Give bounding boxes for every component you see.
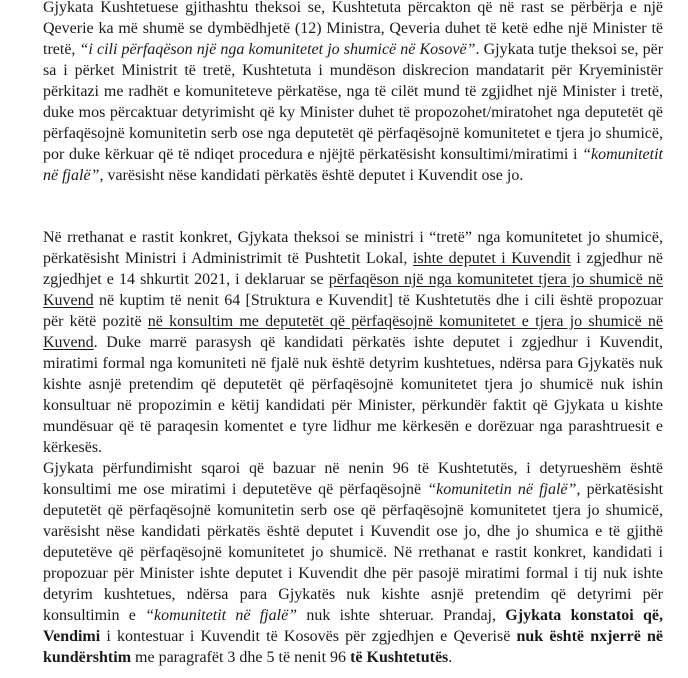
text-run: i zgjedhur në zgjedhjet e 14 shkurtit 2021, i deklaruar se [43,250,663,288]
text-run: , përkatësisht deputetët që përfaqësojnë komunitetin serb ose që përfaqësojnë komunitetet tjera jo shumicë, varësisht nëse kandidati përkatës është deputet i Kuvendit ose jo, dhe jo shumica e të gjithë deputetëve që përfaqësojnë komunitetet jo shumicë. Në rrethanat e rastit konkret, kandidati i propozuar për Minister ishte deputet i Kuvendit dhe për pasojë miratimi formal i tij nuk ishte detyrim kushtetues, ndërsa para Gjykatës nuk kishte asnjë pretendim që detyrimi për konsultimin e [43,481,664,624]
text-run: nuk ishte shteruar. Prandaj, [297,607,506,624]
text-run: , varësisht nëse kandidati përkatës është deputet i Kuvendit ose jo. [99,167,524,184]
underlined-phrase: ishte deputet i Kuvendit [412,250,571,267]
underlined-phrase: përfaqëson një nga komunitetet tjera jo shumicë në Kuvend [43,271,664,309]
underlined-phrase: në konsultim me deputetët që përfaqësojnë komunitetet e tjera jo shumicë në Kuvend [43,313,664,351]
paragraph-conclusion [43,458,663,668]
text-run: në kuptim të nenit 64 [Struktura e Kuvendit] të Kushtetutës dhe i cili është propozuar për këtë pozitë [43,292,663,330]
text-run: Gjykata përfundimisht sqaroi që bazuar në nenin 96 të Kushtetutës, i detyrueshëm është konsultimi me ose miratimi i deputetëve që përfaqësojnë [43,460,663,498]
paragraph-concrete-case [43,227,663,458]
bold-phrase: nuk është nxjerrë në kundërshtim [43,628,664,666]
bold-phrase: të Kushtetutës [350,649,449,666]
paragraph-minister-third [43,0,663,186]
text-run: i kontestuar i Kuvendit të Kosovës për zgjedhjen e Qeverisë [100,628,517,645]
italic-quote: “i cili përfaqëson një nga komunitetet jo shumicë në Kosovë” [79,41,476,58]
text-run: . Duke marrë parasysh që kandidati përkatës ishte deputet i zgjedhur i Kuvendit, miratimi formal nga komuniteti në fjalë nuk është detyrim kushtetues, ndërsa para Gjykatës nuk kishte asnjë pretendim që deputetët që përfaqësojnë komunitetet tjera jo shumicë nuk ishin konsultuar në propozimin e këtij kandidati për Minister, përkundër faktit që Gjykata u kishte mundësuar që të paraqesin komentet e tyre lidhur me kërkesën e dorëzuar nga parashtruesit e kërkesës. [43,334,663,456]
text-run: Gjykata Kushtetuese gjithashtu theksoi se, Kushtetuta përcakton që në rast se përbërja e një Qeverie ka më shumë se dymbëdhjetë (12) Ministra, Qeveria duhet të ketë edhe një Minister të tretë, [43,0,663,58]
bold-phrase: Gjykata konstatoi që, Vendimi [43,607,664,645]
text-run: . [448,649,453,666]
italic-quote: “komunitetit në fjalë” [145,607,298,624]
text-run: . Gjykata tutje theksoi se, për sa i përket Ministrit të tretë, Kushtetuta i mundëson diskrecion mandatarit për Kryeministër përkitazi me radhët e komuniteteve përkatëse, nga të cilët mund të zgjidhet një Minister i tretë, duke mos përcaktuar detyrimisht që ky Minister duhet të propozohet/miratohet nga deputetët që përfaqësojnë komunitetin serb ose nga deputetët që përfaqësojnë komunitetet e tjera jo shumicë, por duke kërkuar që të ndiqet procedura e njëjtë përkatësisht konsultimi/miratimi i [43,41,664,163]
italic-quote: “komunitetit në fjalë” [43,146,663,184]
text-run: me paragrafët 3 dhe 5 të nenit 96 [131,649,351,666]
italic-quote: “komunitetin në fjalë” [427,481,577,498]
text-run: Në rrethanat e rastit konkret, Gjykata theksoi se ministri i “tretë” nga komunitetet jo shumicë, përkatësisht Ministri i Administrimit të Pushtetit Lokal, [43,229,663,267]
